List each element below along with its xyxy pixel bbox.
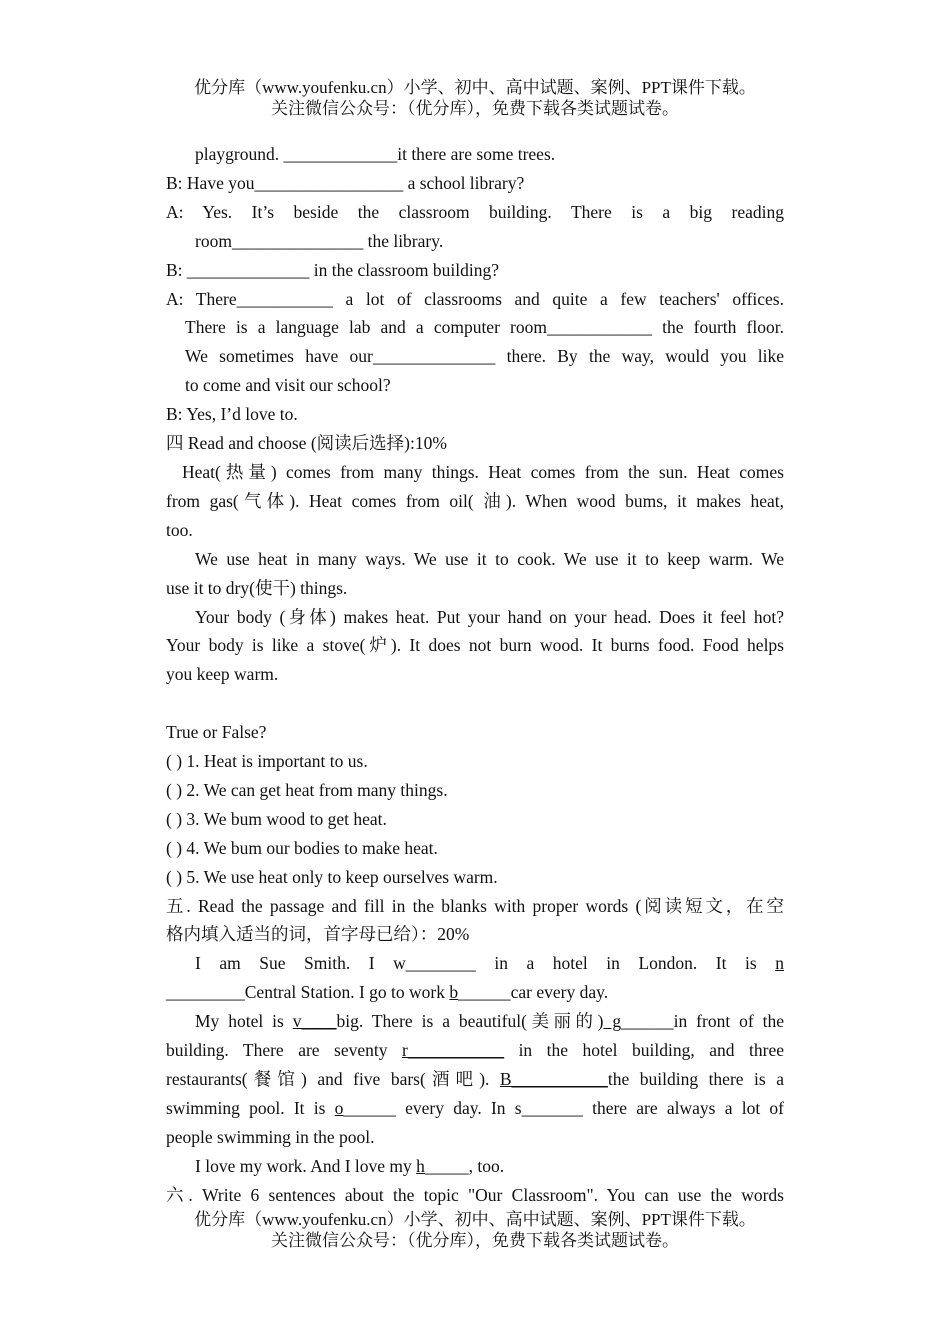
dialogue-line: B: Yes, I’d love to. (166, 404, 298, 425)
dialogue-line: to come and visit our school? (185, 375, 391, 396)
answer-blank: _____ (424, 1155, 469, 1176)
true-false-item: ( ) 5. We use heat only to keep ourselves warm. (166, 866, 498, 887)
initial-letter: g (603, 1011, 622, 1032)
passage-line: Your body is like a stove(炉). It does not burn wood. It burns food. Food helps (166, 635, 784, 656)
answer-blank: B___________ (499, 1068, 608, 1089)
passage-line: I am Sue Smith. I w________ in a hotel in London. It is n (195, 953, 784, 974)
initial-letter: o (334, 1097, 344, 1118)
passage-line: restaurants(餐馆) and five bars(酒吧). B___________the building there is a (166, 1068, 784, 1089)
passage-line: building. There are seventy r___________ in the hotel building, and three (166, 1040, 784, 1061)
section-5-title-cont: 格内填入适当的词，首字母已给）：20% (166, 924, 470, 945)
dialogue-line: B: ______________ in the classroom building? (166, 259, 499, 280)
passage-line: use it to dry(使干) things. (166, 577, 348, 598)
answer-blank: ___________ (236, 288, 333, 309)
answer-blank: _______ (521, 1097, 583, 1118)
dialogue-line: room_______________ the library. (195, 230, 444, 251)
passage-line: you keep warm. (166, 664, 279, 685)
header-line-2: 关注微信公众号：（优分库），免费下载各类试题试卷。 (271, 99, 679, 118)
answer-blank: r___________ (402, 1040, 505, 1061)
dialogue-line: B: Have you_________________ a school library? (166, 172, 525, 193)
passage-line: I love my work. And I love my h_____, too. (195, 1155, 505, 1176)
footer-line-2: 关注微信公众号：（优分库），免费下载各类试题试卷。 (271, 1231, 679, 1250)
passage-line: too. (166, 519, 193, 540)
initial-letter: n (775, 953, 784, 974)
footer-line-1: 优分库（www.youfenku.cn）小学、初中、高中试题、案例、PPT课件下载。 (194, 1210, 756, 1229)
answer-blank: _________________ (254, 172, 404, 193)
true-false-item: ( ) 2. We can get heat from many things. (166, 779, 448, 800)
answer-blank: ______________ (186, 259, 310, 280)
section-6-title: 六. Write 6 sentences about the topic "Our Classroom". You can use the words (166, 1184, 784, 1205)
passage-line: people swimming in the pool. (166, 1126, 375, 1147)
passage-line: My hotel is v____big. There is a beautiful(美丽的) g______in front of the (195, 1011, 785, 1032)
initial-letter: b (449, 982, 459, 1003)
answer-blank: ____________ (546, 317, 652, 338)
answer-blank: v____ (292, 1011, 337, 1032)
answer-blank: _________ (166, 982, 245, 1003)
answer-blank: ______ (458, 982, 511, 1003)
dialogue-line: A: Yes. It’s beside the classroom building. There is a big reading (166, 201, 784, 222)
answer-blank: ______________ (372, 346, 496, 367)
passage-line: from gas(气体). Heat comes from oil( 油). When wood bums, it makes heat, (166, 490, 784, 511)
passage-line: Your body (身体) makes heat. Put your hand on your head. Does it feel hot? (195, 606, 784, 627)
worksheet-body (166, 140, 784, 1210)
page-header (0, 77, 950, 119)
page-footer (0, 1209, 950, 1251)
dialogue-line: There is a language lab and a computer room____________ the fourth floor. (185, 317, 784, 338)
dialogue-line: A: There___________ a lot of classrooms and quite a few teachers' offices. (166, 288, 784, 309)
answer-blank: ________ (405, 953, 476, 974)
section-4-title: 四 Read and choose (阅读后选择):10% (166, 433, 447, 454)
dialogue-line: playground. _____________it there are some trees. (195, 144, 556, 164)
true-false-item: ( ) 4. We bum our bodies to make heat. (166, 837, 438, 858)
true-false-title: True or False? (166, 722, 267, 743)
answer-blank: ______ (621, 1011, 674, 1032)
passage-line: Heat(热量) comes from many things. Heat comes from the sun. Heat comes (182, 461, 784, 482)
answer-blank: ______ (343, 1097, 396, 1118)
initial-letter: h (416, 1155, 425, 1176)
answer-blank: _____________ (283, 144, 398, 164)
true-false-item: ( ) 3. We bum wood to get heat. (166, 808, 387, 829)
true-false-item: ( ) 1. Heat is important to us. (166, 751, 368, 772)
answer-blank: _______________ (231, 230, 364, 251)
passage-line: _________Central Station. I go to work b______car every day. (166, 982, 609, 1003)
passage-line: swimming pool. It is o______ every day. In s_______ there are always a lot of (166, 1097, 784, 1118)
spacer (166, 689, 784, 718)
passage-line: We use heat in many ways. We use it to cook. We use it to keep warm. We (195, 548, 784, 569)
dialogue-line: We sometimes have our______________ there. By the way, would you like (185, 346, 784, 367)
section-5-title: 五. Read the passage and fill in the blanks with proper words (阅读短文，在空 (166, 895, 784, 916)
header-line-1: 优分库（www.youfenku.cn）小学、初中、高中试题、案例、PPT课件下载。 (194, 78, 756, 97)
